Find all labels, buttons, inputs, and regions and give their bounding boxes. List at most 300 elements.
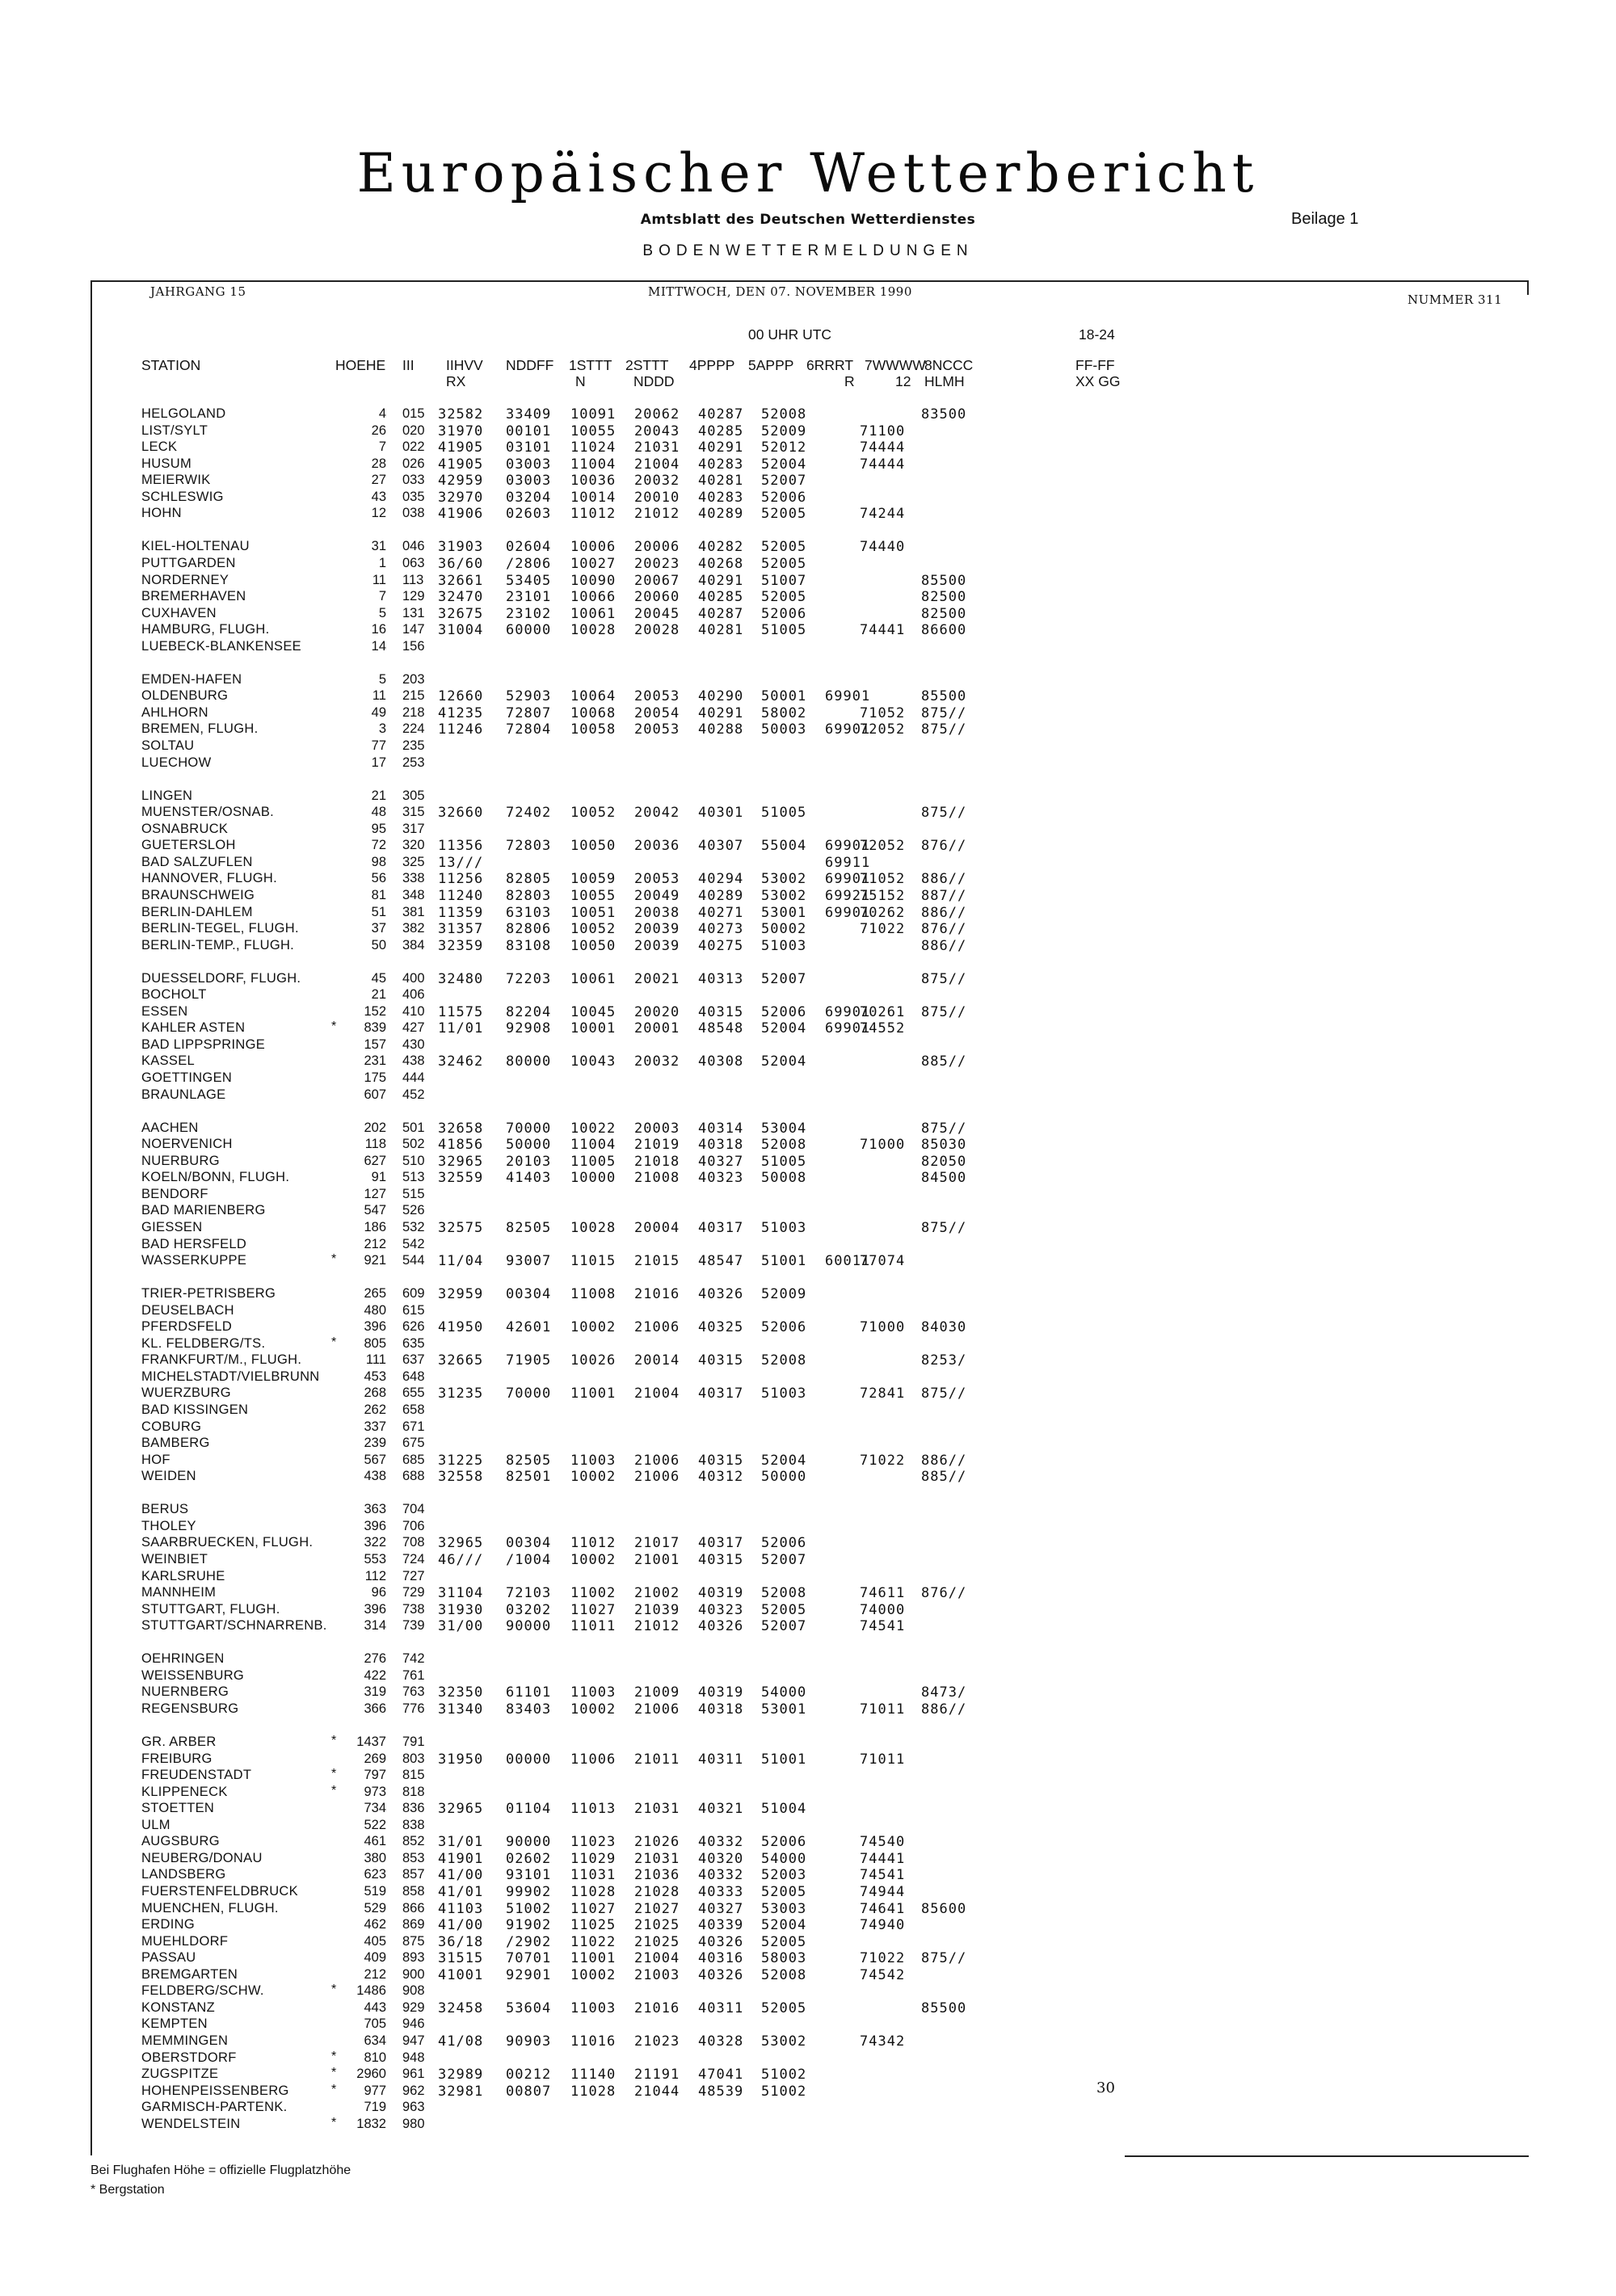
code-group: 11001: [570, 1950, 617, 1967]
code-group: 01104: [506, 1801, 552, 1818]
code-group: 03003: [506, 473, 552, 490]
station-hoehe: 719: [364, 2100, 386, 2115]
frame-top-rule: [90, 280, 1529, 282]
code-group: 21191: [634, 2067, 680, 2083]
mountain-station-mark: *: [331, 1020, 337, 1034]
code-group: 50000: [761, 1469, 807, 1486]
code-group: 21026: [634, 1834, 680, 1851]
code-group: 51001: [761, 1751, 807, 1768]
code-group: 11013: [570, 1801, 617, 1818]
code-group: 20042: [634, 805, 680, 822]
table-row: [0, 456, 1616, 473]
station-hoehe: 14: [371, 638, 386, 654]
code-group: 52007: [761, 473, 807, 490]
code-group: 21012: [634, 506, 680, 523]
station-index: 655: [402, 1386, 425, 1401]
code-group: 11022: [570, 1933, 617, 1950]
station-hoehe: 2960: [356, 2067, 386, 2081]
table-row: [0, 1785, 1616, 1801]
station-name: GR. ARBER: [141, 1735, 217, 1749]
code-group: 31004: [438, 622, 484, 639]
station-hoehe: 231: [364, 1053, 386, 1069]
station-index: 900: [402, 1966, 425, 1982]
code-group: 20010: [634, 489, 680, 506]
station-name: EMDEN-HAFEN: [141, 671, 242, 687]
code-group: 11031: [570, 1867, 617, 1884]
code-group: 84030: [921, 1319, 967, 1336]
frame-right-rule: [1527, 280, 1529, 295]
code-group: 40327: [698, 1900, 744, 1917]
code-group: 52006: [761, 489, 807, 506]
code-group: 40291: [698, 704, 744, 721]
table-row: [0, 2117, 1616, 2133]
code-group: 21019: [634, 1137, 680, 1154]
code-group: 36/60: [438, 555, 484, 572]
station-hoehe: 567: [364, 1452, 386, 1467]
table-row: [0, 1469, 1616, 1485]
table-row: [0, 1121, 1616, 1137]
footnote-flughafen: Bei Flughafen Höhe = offizielle Flugplatzhöhe: [90, 2164, 351, 2177]
col-ffff-sub: XX GG: [1075, 373, 1121, 389]
station-index: 875: [402, 1933, 425, 1949]
code-group: 40318: [698, 1137, 744, 1154]
table-row: [0, 589, 1616, 605]
station-name: KLIPPENECK: [141, 1784, 228, 1799]
table-row: [0, 1020, 1616, 1037]
table-row: [0, 473, 1616, 489]
code-group: 11/04: [438, 1253, 484, 1269]
station-name: AUGSBURG: [141, 1834, 220, 1849]
code-group: 41403: [506, 1170, 552, 1187]
code-group: 11246: [438, 721, 484, 738]
code-group: 72841: [860, 1386, 906, 1402]
station-hoehe: 11: [372, 688, 386, 704]
table-row: [0, 1801, 1616, 1817]
code-group: 52005: [761, 1933, 807, 1950]
station-index: 866: [402, 1900, 425, 1915]
code-group: 20053: [634, 871, 680, 888]
code-group: 82204: [506, 1003, 552, 1020]
code-group: 885//: [921, 1469, 967, 1486]
code-group: 40285: [698, 423, 744, 439]
code-group: 886//: [921, 1701, 967, 1718]
code-group: 40291: [698, 572, 744, 589]
code-group: 32660: [438, 805, 484, 822]
station-hoehe: 453: [364, 1369, 386, 1384]
station-name: SOLTAU: [141, 738, 195, 753]
station-index: 305: [402, 788, 425, 803]
code-group: 74944: [860, 1883, 906, 1900]
code-group: 52008: [761, 1352, 807, 1369]
code-group: 10036: [570, 473, 617, 490]
code-group: 40327: [698, 1153, 744, 1170]
table-row: [0, 622, 1616, 638]
code-group: 85500: [921, 572, 967, 589]
code-group: 32558: [438, 1469, 484, 1486]
code-group: 11025: [570, 1917, 617, 1933]
code-group: 40319: [698, 1585, 744, 1601]
station-name: PUTTGARDEN: [141, 555, 236, 570]
footnote-bergstation: * Bergstation: [90, 2183, 165, 2197]
station-index: 704: [402, 1502, 425, 1517]
code-group: 52004: [761, 1917, 807, 1933]
table-row: [0, 1253, 1616, 1269]
code-group: 54000: [761, 1850, 807, 1867]
station-hoehe: 1486: [356, 1983, 386, 1999]
code-group: 50000: [506, 1137, 552, 1154]
col-8nccc: 8NCCC: [924, 357, 974, 373]
station-index: 544: [402, 1253, 425, 1268]
code-group: 10002: [570, 1551, 617, 1568]
station-hoehe: 805: [364, 1335, 386, 1351]
code-group: 20020: [634, 1003, 680, 1020]
code-group: 71052: [860, 704, 906, 721]
code-group: 21009: [634, 1684, 680, 1701]
code-group: 52007: [761, 1551, 807, 1568]
code-group: 10000: [570, 1170, 617, 1187]
station-name: GUETERSLOH: [141, 838, 236, 853]
code-group: 48539: [698, 2083, 744, 2100]
code-group: 40308: [698, 1053, 744, 1070]
code-group: 20103: [506, 1153, 552, 1170]
code-group: 52004: [761, 1053, 807, 1070]
code-group: 11027: [570, 1601, 617, 1618]
code-group: 11001: [570, 1386, 617, 1402]
station-name: NORDERNEY: [141, 572, 229, 587]
station-hoehe: 529: [364, 1900, 386, 1915]
station-name: GOETTINGEN: [141, 1070, 233, 1085]
table-row: [0, 556, 1616, 572]
code-group: 51005: [761, 622, 807, 639]
table-row: [0, 1336, 1616, 1352]
station-index: 962: [402, 2083, 425, 2098]
station-name: BAD SALZUFLEN: [141, 854, 253, 869]
code-group: 11029: [570, 1850, 617, 1867]
code-group: 20032: [634, 473, 680, 490]
code-group: 11004: [570, 456, 617, 473]
station-name: KEMPTEN: [141, 2016, 208, 2032]
station-hoehe: 43: [371, 489, 386, 504]
station-index: 020: [402, 423, 425, 438]
station-index: 688: [402, 1469, 425, 1484]
table-row: [0, 1203, 1616, 1219]
code-group: 8473/: [921, 1684, 967, 1701]
table-row: [0, 1386, 1616, 1402]
code-group: 92908: [506, 1020, 552, 1037]
code-group: 10068: [570, 704, 617, 721]
code-group: 52008: [761, 406, 807, 423]
station-hoehe: 623: [364, 1867, 386, 1882]
station-index: 980: [402, 2116, 425, 2131]
code-group: 20062: [634, 406, 680, 423]
station-hoehe: 839: [364, 1020, 386, 1036]
table-row: [0, 1684, 1616, 1701]
code-group: 875//: [921, 1003, 967, 1020]
station-hoehe: 118: [364, 1137, 386, 1152]
code-group: 63103: [506, 904, 552, 921]
code-group: 82805: [506, 871, 552, 888]
code-group: 40287: [698, 406, 744, 423]
code-group: 52004: [761, 1020, 807, 1037]
code-group: 40311: [698, 2000, 744, 2016]
code-group: 40315: [698, 1352, 744, 1369]
station-index: 729: [402, 1585, 425, 1600]
code-group: 875//: [921, 970, 967, 987]
code-group: 885//: [921, 1053, 967, 1070]
code-group: 32965: [438, 1801, 484, 1818]
code-group: 40325: [698, 1319, 744, 1336]
station-name: BAD KISSINGEN: [141, 1402, 249, 1417]
station-name: BRAUNLAGE: [141, 1087, 226, 1102]
station-index: 948: [402, 2050, 425, 2065]
code-group: 11028: [570, 2083, 617, 2100]
station-name: FELDBERG/SCHW.: [141, 1983, 264, 1999]
station-name: BAD LIPPSPRINGE: [141, 1037, 266, 1052]
code-group: 71100: [860, 423, 906, 439]
code-group: 21025: [634, 1917, 680, 1933]
code-group: 40332: [698, 1867, 744, 1884]
code-group: 40290: [698, 688, 744, 705]
code-group: 10064: [570, 688, 617, 705]
station-index: 338: [402, 871, 425, 886]
code-group: 886//: [921, 1452, 967, 1469]
code-group: 11012: [570, 1535, 617, 1552]
station-hoehe: 3: [378, 721, 386, 737]
table-row: [0, 2067, 1616, 2083]
station-name: HOHN: [141, 506, 182, 521]
page-number: 30: [1096, 2079, 1115, 2096]
code-group: 77074: [860, 1253, 906, 1269]
code-group: 11256: [438, 871, 484, 888]
station-hoehe: 396: [364, 1518, 386, 1533]
code-group: 31930: [438, 1601, 484, 1618]
station-hoehe: 322: [364, 1535, 386, 1550]
code-group: 40318: [698, 1701, 744, 1718]
table-row: [0, 1004, 1616, 1020]
station-index: 791: [402, 1735, 425, 1749]
code-group: 82505: [506, 1219, 552, 1236]
station-hoehe: 186: [364, 1219, 386, 1234]
station-hoehe: 734: [364, 1801, 386, 1816]
station-hoehe: 239: [364, 1436, 386, 1451]
code-group: 58002: [761, 704, 807, 721]
code-group: 00000: [506, 1751, 552, 1768]
code-group: 41856: [438, 1137, 484, 1154]
code-group: 41905: [438, 439, 484, 456]
code-group: 74441: [860, 622, 906, 639]
code-group: 32959: [438, 1286, 484, 1303]
code-group: 11006: [570, 1751, 617, 1768]
code-group: 11027: [570, 1900, 617, 1917]
station-name: LUEBECK-BLANKENSEE: [141, 638, 301, 654]
code-group: 69901: [825, 688, 871, 705]
code-group: 20023: [634, 555, 680, 572]
table-row: [0, 2084, 1616, 2100]
code-group: 10066: [570, 589, 617, 605]
code-group: 40283: [698, 489, 744, 506]
code-group: 72402: [506, 805, 552, 822]
table-row: [0, 822, 1616, 838]
station-index: 038: [402, 506, 425, 521]
issue-number: NUMMER 311: [1408, 292, 1503, 307]
table-row: [0, 755, 1616, 772]
station-index: 815: [402, 1768, 425, 1783]
table-row: [0, 971, 1616, 987]
table-row: [0, 1867, 1616, 1883]
table-row: [0, 539, 1616, 555]
code-group: 20021: [634, 970, 680, 987]
table-row: [0, 905, 1616, 921]
code-group: 52903: [506, 688, 552, 705]
code-group: 32658: [438, 1120, 484, 1137]
code-group: 32981: [438, 2083, 484, 2100]
station-name: BOCHOLT: [141, 987, 207, 1003]
code-group: 21001: [634, 1551, 680, 1568]
station-index: 671: [402, 1419, 425, 1434]
code-group: 32575: [438, 1219, 484, 1236]
table-row: [0, 506, 1616, 522]
station-name: ESSEN: [141, 1003, 188, 1019]
station-name: OSNABRUCK: [141, 821, 229, 836]
station-name: PASSAU: [141, 1950, 196, 1966]
code-group: 52005: [761, 1601, 807, 1618]
code-group: 32965: [438, 1153, 484, 1170]
station-hoehe: 461: [364, 1834, 386, 1849]
code-group: 21004: [634, 1386, 680, 1402]
code-group: 40315: [698, 1003, 744, 1020]
station-index: 706: [402, 1518, 425, 1533]
code-group: 40333: [698, 1883, 744, 1900]
code-group: 10006: [570, 539, 617, 556]
code-group: 875//: [921, 721, 967, 738]
station-index: 410: [402, 1003, 425, 1019]
station-index: 224: [402, 721, 425, 737]
code-group: 40321: [698, 1801, 744, 1818]
code-group: 74541: [860, 1618, 906, 1635]
code-group: 48548: [698, 1020, 744, 1037]
code-group: 10022: [570, 1120, 617, 1137]
code-group: 21004: [634, 1950, 680, 1967]
station-index: 724: [402, 1551, 425, 1566]
code-group: 23101: [506, 589, 552, 605]
code-group: 31950: [438, 1751, 484, 1768]
code-group: 53004: [761, 1120, 807, 1137]
station-hoehe: 627: [364, 1153, 386, 1168]
code-group: 41950: [438, 1319, 484, 1336]
code-group: 52009: [761, 1286, 807, 1303]
station-hoehe: 7: [378, 439, 386, 455]
code-group: 21006: [634, 1701, 680, 1718]
station-hoehe: 363: [364, 1502, 386, 1517]
code-group: 11015: [570, 1253, 617, 1269]
code-group: 10002: [570, 1469, 617, 1486]
code-group: 21002: [634, 1585, 680, 1601]
station-hoehe: 37: [371, 921, 386, 936]
code-group: 21044: [634, 2083, 680, 2100]
table-row: [0, 1569, 1616, 1585]
station-index: 615: [402, 1302, 425, 1318]
code-group: 51002: [761, 2067, 807, 2083]
code-group: 02603: [506, 506, 552, 523]
code-group: 21006: [634, 1469, 680, 1486]
station-name: FRANKFURT/M., FLUGH.: [141, 1352, 302, 1368]
code-group: 72803: [506, 838, 552, 855]
code-group: 20028: [634, 622, 680, 639]
code-group: 60011: [825, 1253, 871, 1269]
code-group: 875//: [921, 1950, 967, 1967]
station-index: 444: [402, 1070, 425, 1085]
code-group: 02602: [506, 1850, 552, 1867]
code-group: 32965: [438, 1535, 484, 1552]
col-iihvv-sub: RX: [446, 373, 466, 389]
station-index: 742: [402, 1651, 425, 1667]
code-group: 21018: [634, 1153, 680, 1170]
table-row: [0, 606, 1616, 622]
code-group: 02604: [506, 539, 552, 556]
code-group: 11024: [570, 439, 617, 456]
code-group: 51003: [761, 1219, 807, 1236]
station-hoehe: 480: [364, 1302, 386, 1318]
station-hoehe: 5: [378, 605, 386, 620]
code-group: 10002: [570, 1701, 617, 1718]
table-row: [0, 1053, 1616, 1070]
table-row: [0, 838, 1616, 854]
station-index: 609: [402, 1286, 425, 1301]
code-group: 41235: [438, 704, 484, 721]
table-row: [0, 1220, 1616, 1236]
station-name: REGENSBURG: [141, 1701, 239, 1716]
code-group: 69911: [825, 854, 871, 871]
code-group: 52004: [761, 1452, 807, 1469]
station-hoehe: 91: [371, 1170, 386, 1185]
code-group: 11003: [570, 1452, 617, 1469]
date-label: MITTWOCH, DEN 07. NOVEMBER 1990: [648, 284, 912, 299]
code-group: 20053: [634, 721, 680, 738]
code-group: 40328: [698, 2033, 744, 2050]
station-hoehe: 607: [364, 1087, 386, 1102]
station-hoehe: 262: [364, 1402, 386, 1417]
code-group: 875//: [921, 704, 967, 721]
station-name: WEINBIET: [141, 1551, 208, 1566]
station-name: THOLEY: [141, 1518, 196, 1533]
code-group: 69901: [825, 1020, 871, 1037]
code-group: 41001: [438, 1966, 484, 1983]
table-row: [0, 1087, 1616, 1104]
table-row: [0, 1402, 1616, 1419]
code-group: 32359: [438, 937, 484, 954]
station-index: 803: [402, 1751, 425, 1766]
station-hoehe: 81: [371, 887, 386, 902]
code-group: 40326: [698, 1286, 744, 1303]
code-group: 40281: [698, 473, 744, 490]
code-group: 74440: [860, 539, 906, 556]
code-group: 74542: [860, 1966, 906, 1983]
code-group: 58003: [761, 1950, 807, 1967]
station-index: 542: [402, 1236, 425, 1251]
code-group: 52004: [761, 456, 807, 473]
station-index: 320: [402, 838, 425, 853]
code-group: 40323: [698, 1601, 744, 1618]
code-group: 70262: [860, 904, 906, 921]
station-hoehe: 553: [364, 1551, 386, 1566]
code-group: 10045: [570, 1003, 617, 1020]
station-hoehe: 409: [364, 1950, 386, 1966]
code-group: 86600: [921, 622, 967, 639]
station-hoehe: 366: [364, 1701, 386, 1716]
station-index: 510: [402, 1153, 425, 1168]
code-group: 10027: [570, 555, 617, 572]
code-group: 10043: [570, 1053, 617, 1070]
